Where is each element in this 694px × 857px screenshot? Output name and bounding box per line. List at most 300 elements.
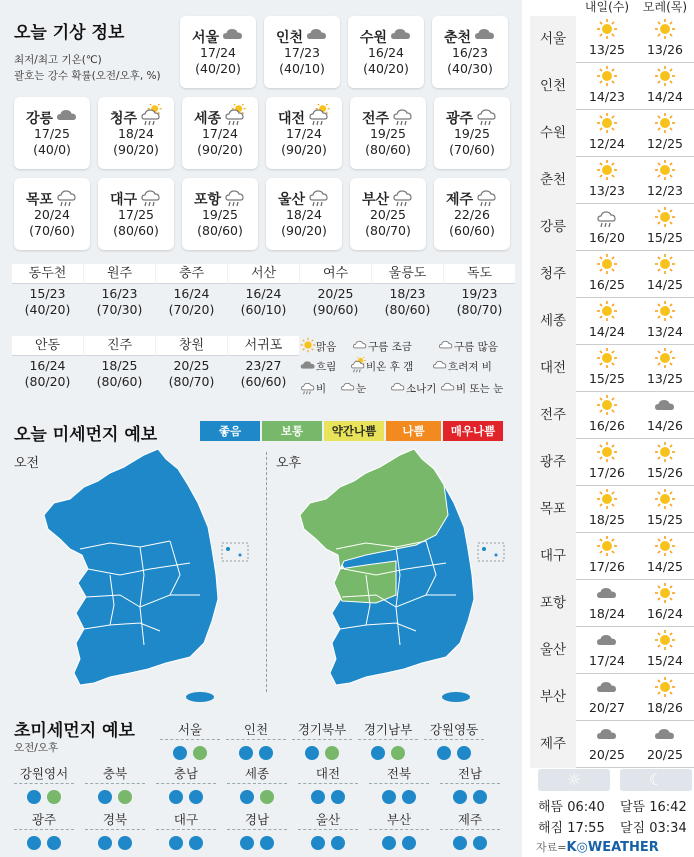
forecast-city: 전주 bbox=[530, 392, 576, 439]
map-pm-label: 오후 bbox=[276, 456, 302, 471]
region-name: 세종 bbox=[227, 764, 287, 784]
pm-legend-4: 매우나쁨 bbox=[443, 421, 503, 441]
city-rain: (80/70) bbox=[456, 302, 503, 317]
city-temp: 20/25 bbox=[173, 358, 210, 373]
pm-level-dot bbox=[260, 836, 274, 850]
ufd-subtitle: 오전/오후 bbox=[14, 742, 59, 754]
forecast-city: 춘천 bbox=[530, 157, 576, 204]
city-card-13 bbox=[266, 178, 342, 250]
am-level-dot bbox=[27, 790, 41, 804]
city-temp: 19/25 bbox=[453, 126, 491, 141]
day1-temp: 14/23 bbox=[588, 89, 626, 104]
city-temp: 16/24 bbox=[173, 286, 210, 301]
cloudy-icon bbox=[578, 582, 636, 606]
city-rain: (80/60) bbox=[96, 374, 143, 389]
cloudy-icon bbox=[636, 394, 694, 418]
pm-level-dot bbox=[118, 790, 132, 804]
day2-temp: 13/24 bbox=[646, 324, 684, 339]
ufd-item bbox=[227, 764, 287, 804]
day2-temp: 15/26 bbox=[646, 465, 684, 480]
forecast-row bbox=[530, 674, 694, 721]
day1-temp: 15/25 bbox=[588, 371, 626, 386]
city-rain: (40/10) bbox=[279, 61, 325, 76]
map-am-label: 오전 bbox=[14, 456, 40, 471]
city-cell-6 bbox=[444, 264, 515, 318]
sun-icon bbox=[636, 676, 694, 700]
am-level-dot bbox=[382, 836, 396, 850]
ufd-item bbox=[160, 720, 220, 760]
city-rain: (70/30) bbox=[96, 302, 143, 317]
forecast-row bbox=[530, 580, 694, 627]
day1-temp: 17/26 bbox=[588, 465, 626, 480]
day2-temp: 15/25 bbox=[646, 230, 684, 245]
forecast-row bbox=[530, 721, 694, 768]
city-name: 세종 bbox=[193, 110, 222, 127]
ufd-item bbox=[14, 764, 74, 804]
legend-item: 구름 조금 bbox=[352, 337, 412, 356]
pm-level-dot bbox=[473, 836, 487, 850]
city-name: 인천 bbox=[275, 29, 304, 46]
city-card-2 bbox=[348, 16, 424, 88]
day2-temp: 14/25 bbox=[646, 559, 684, 574]
ufd-item bbox=[85, 810, 145, 850]
moon-icon: ☾ bbox=[620, 769, 692, 791]
city-card-11 bbox=[98, 178, 174, 250]
city-name: 청주 bbox=[109, 110, 138, 127]
ufd-item bbox=[369, 764, 429, 804]
city-name: 강릉 bbox=[25, 110, 54, 127]
am-level-dot bbox=[453, 790, 467, 804]
city-card-5 bbox=[98, 97, 174, 169]
sun-icon bbox=[578, 347, 636, 371]
sun-icon bbox=[578, 535, 636, 559]
pm-level-dot bbox=[391, 746, 405, 760]
city-name: 안동 bbox=[12, 336, 83, 356]
sun-icon bbox=[578, 394, 636, 418]
city-temp: 20/25 bbox=[317, 286, 354, 301]
city-cell-1 bbox=[84, 264, 155, 318]
day2-temp: 12/25 bbox=[646, 136, 684, 151]
city-temp: 18/24 bbox=[117, 126, 155, 141]
city-temp: 17/24 bbox=[285, 126, 323, 141]
city-temp: 16/23 bbox=[451, 45, 489, 60]
city-rain: (90/20) bbox=[197, 142, 243, 157]
sun-icon bbox=[636, 535, 694, 559]
city-card-7 bbox=[266, 97, 342, 169]
snow-icon bbox=[340, 379, 356, 398]
forecast-city: 인천 bbox=[530, 63, 576, 110]
day1-temp: 16/25 bbox=[588, 277, 626, 292]
forecast-city: 부산 bbox=[530, 674, 576, 721]
am-level-dot bbox=[311, 836, 325, 850]
region-name: 울산 bbox=[298, 810, 358, 830]
city-temp: 20/25 bbox=[369, 207, 407, 222]
sun-icon bbox=[300, 337, 316, 356]
city-name: 여수 bbox=[300, 264, 371, 284]
city-temp: 23/27 bbox=[245, 358, 282, 373]
pm-level-dot bbox=[402, 836, 416, 850]
city-rain: (90/20) bbox=[281, 223, 327, 238]
city-temp: 17/25 bbox=[117, 207, 155, 222]
pm-level-dot bbox=[473, 790, 487, 804]
sun-icon bbox=[636, 488, 694, 512]
city-card-0 bbox=[180, 16, 256, 88]
day1-temp: 16/26 bbox=[588, 418, 626, 433]
day1-header: 내일(수) bbox=[584, 0, 630, 14]
city-name: 울산 bbox=[277, 191, 306, 208]
pm-level-dot bbox=[325, 746, 339, 760]
city-rain: (40/20) bbox=[24, 302, 71, 317]
pm-level-dot bbox=[193, 746, 207, 760]
forecast-city: 광주 bbox=[530, 439, 576, 486]
region-name: 강원영동 bbox=[424, 720, 484, 740]
city-temp: 16/24 bbox=[245, 286, 282, 301]
pm-legend-0: 좋음 bbox=[200, 421, 260, 441]
forecast-city: 울산 bbox=[530, 627, 576, 674]
city-cell-8 bbox=[84, 336, 155, 390]
city-temp: 17/24 bbox=[199, 45, 237, 60]
city-card-12 bbox=[182, 178, 258, 250]
am-level-dot bbox=[173, 746, 187, 760]
ufd-item bbox=[298, 810, 358, 850]
pm-legend-3: 나쁨 bbox=[386, 421, 441, 441]
cloudy-icon bbox=[578, 676, 636, 700]
city-name: 창원 bbox=[156, 336, 227, 356]
forecast-row bbox=[530, 392, 694, 439]
day1-temp: 14/24 bbox=[588, 324, 626, 339]
city-name: 부산 bbox=[361, 191, 390, 208]
subtitle-temp: 최저/최고 기온(℃) bbox=[14, 54, 102, 66]
legend-item: 맑음 bbox=[300, 337, 336, 356]
day2-temp: 15/24 bbox=[646, 653, 684, 668]
sun-icon bbox=[636, 347, 694, 371]
pm-level-dot bbox=[189, 790, 203, 804]
city-rain: (80/60) bbox=[197, 223, 243, 238]
city-cell-10 bbox=[228, 336, 299, 390]
city-temp: 16/24 bbox=[29, 358, 66, 373]
forecast-city: 대전 bbox=[530, 345, 576, 392]
ufd-item bbox=[424, 720, 484, 760]
sunrise-time: 해뜸 06:40 bbox=[538, 800, 605, 815]
city-rain: (40/20) bbox=[363, 61, 409, 76]
city-rain: (90/20) bbox=[113, 142, 159, 157]
ufd-item bbox=[440, 810, 500, 850]
day2-header: 모레(목) bbox=[642, 0, 688, 14]
day1-temp: 17/26 bbox=[588, 559, 626, 574]
legend-item: 비 또는 눈 bbox=[440, 379, 503, 398]
cloudy-icon bbox=[300, 357, 316, 376]
legend-item: 눈 bbox=[340, 379, 366, 398]
city-name: 춘천 bbox=[443, 29, 472, 46]
am-level-dot bbox=[239, 746, 253, 760]
legend-item: 비 bbox=[300, 379, 326, 398]
city-name: 서귀포 bbox=[228, 336, 299, 356]
rain-then-sun-icon bbox=[350, 357, 366, 376]
day1-temp: 20/25 bbox=[588, 747, 626, 762]
rain-icon bbox=[578, 206, 636, 230]
region-name: 대구 bbox=[156, 810, 216, 830]
day1-temp: 16/20 bbox=[588, 230, 626, 245]
ufd-item bbox=[156, 810, 216, 850]
city-temp: 20/24 bbox=[33, 207, 71, 222]
city-temp: 18/23 bbox=[389, 286, 426, 301]
legend-item: 비온 후 갬 bbox=[350, 357, 413, 376]
sun-icon: ☼ bbox=[538, 769, 610, 791]
day2-temp: 15/25 bbox=[646, 512, 684, 527]
forecast-row bbox=[530, 204, 694, 251]
am-level-dot bbox=[311, 790, 325, 804]
region-name: 광주 bbox=[14, 810, 74, 830]
region-name: 서울 bbox=[160, 720, 220, 740]
city-name: 원주 bbox=[84, 264, 155, 284]
city-name: 서산 bbox=[228, 264, 299, 284]
city-rain: (40/20) bbox=[195, 61, 241, 76]
city-temp: 16/24 bbox=[367, 45, 405, 60]
am-level-dot bbox=[371, 746, 385, 760]
page-title: 오늘 기상 정보 bbox=[14, 23, 125, 43]
forecast-row bbox=[530, 298, 694, 345]
ufd-item bbox=[369, 810, 429, 850]
city-temp: 17/25 bbox=[33, 126, 71, 141]
city-card-4 bbox=[14, 97, 90, 169]
city-rain: (60/60) bbox=[240, 374, 287, 389]
city-rain: (90/60) bbox=[312, 302, 359, 317]
am-level-dot bbox=[27, 836, 41, 850]
pm-level-dot bbox=[331, 790, 345, 804]
cloudy-icon bbox=[578, 629, 636, 653]
city-name: 울릉도 bbox=[372, 264, 443, 284]
moonset-time: 달짐 03:34 bbox=[620, 821, 687, 836]
city-name: 대전 bbox=[277, 110, 306, 127]
forecast-city: 청주 bbox=[530, 251, 576, 298]
sun-icon bbox=[578, 488, 636, 512]
forecast-city: 포항 bbox=[530, 580, 576, 627]
city-temp: 22/26 bbox=[453, 207, 491, 222]
city-cell-2 bbox=[156, 264, 227, 318]
forecast-row bbox=[530, 533, 694, 580]
day2-temp: 14/24 bbox=[646, 89, 684, 104]
sun-icon bbox=[636, 582, 694, 606]
pm-level-dot bbox=[47, 790, 61, 804]
forecast-row bbox=[530, 345, 694, 392]
day2-temp: 13/26 bbox=[646, 42, 684, 57]
am-level-dot bbox=[437, 746, 451, 760]
region-name: 대전 bbox=[298, 764, 358, 784]
pm-title: 오늘 미세먼지 예보 bbox=[14, 425, 158, 445]
ufd-item bbox=[298, 764, 358, 804]
sun-icon bbox=[578, 18, 636, 42]
sun-icon bbox=[636, 18, 694, 42]
city-rain: (40/0) bbox=[33, 142, 71, 157]
city-name: 목포 bbox=[25, 191, 54, 208]
sun-icon bbox=[636, 206, 694, 230]
forecast-row bbox=[530, 439, 694, 486]
forecast-row bbox=[530, 16, 694, 63]
day1-temp: 13/25 bbox=[588, 42, 626, 57]
city-name: 제주 bbox=[445, 191, 474, 208]
pm-level-dot bbox=[260, 790, 274, 804]
city-name: 전주 bbox=[361, 110, 390, 127]
city-rain: (80/60) bbox=[365, 142, 411, 157]
city-name: 수원 bbox=[359, 29, 388, 46]
legend-item: 소나기 bbox=[390, 379, 436, 398]
pm-legend-2: 약간나쁨 bbox=[324, 421, 384, 441]
day1-temp: 18/24 bbox=[588, 606, 626, 621]
am-level-dot bbox=[240, 836, 254, 850]
region-name: 전북 bbox=[369, 764, 429, 784]
cloudy-icon bbox=[636, 723, 694, 747]
day1-temp: 13/23 bbox=[588, 183, 626, 198]
legend-item: 흐림 bbox=[300, 357, 336, 376]
region-name: 부산 bbox=[369, 810, 429, 830]
pm-level-dot bbox=[118, 836, 132, 850]
region-name: 충북 bbox=[85, 764, 145, 784]
city-rain: (80/70) bbox=[168, 374, 215, 389]
partly-cloudy-icon bbox=[352, 337, 368, 356]
pm-level-dot bbox=[457, 746, 471, 760]
city-temp: 18/24 bbox=[285, 207, 323, 222]
pm-level-dot bbox=[189, 836, 203, 850]
day2-temp: 18/26 bbox=[646, 700, 684, 715]
map-divider bbox=[266, 452, 267, 692]
city-cell-5 bbox=[372, 264, 443, 318]
sun-icon bbox=[578, 300, 636, 324]
ufd-item bbox=[85, 764, 145, 804]
day2-temp: 12/23 bbox=[646, 183, 684, 198]
city-name: 광주 bbox=[445, 110, 474, 127]
city-name: 포항 bbox=[193, 191, 222, 208]
city-cell-9 bbox=[156, 336, 227, 390]
day1-temp: 17/24 bbox=[588, 653, 626, 668]
am-level-dot bbox=[98, 836, 112, 850]
forecast-city: 서울 bbox=[530, 16, 576, 63]
pm-legend-1: 보통 bbox=[262, 421, 322, 441]
korea-map-pm bbox=[296, 445, 516, 710]
sun-icon bbox=[578, 253, 636, 277]
city-rain: (90/20) bbox=[281, 142, 327, 157]
ufd-item bbox=[358, 720, 418, 760]
city-card-14 bbox=[350, 178, 426, 250]
am-level-dot bbox=[240, 790, 254, 804]
subtitle-rain: 괄호는 강수 확률(오전/오후, %) bbox=[14, 70, 161, 82]
forecast-row bbox=[530, 251, 694, 298]
city-cell-3 bbox=[228, 264, 299, 318]
ufd-item bbox=[292, 720, 352, 760]
city-name: 대구 bbox=[109, 191, 138, 208]
region-name: 인천 bbox=[226, 720, 286, 740]
day1-temp: 12/24 bbox=[588, 136, 626, 151]
am-level-dot bbox=[169, 836, 183, 850]
sun-icon bbox=[636, 112, 694, 136]
day2-temp: 16/24 bbox=[646, 606, 684, 621]
city-rain: (60/60) bbox=[449, 223, 495, 238]
rain-or-snow-icon bbox=[440, 379, 456, 398]
forecast-row bbox=[530, 157, 694, 204]
city-name: 진주 bbox=[84, 336, 155, 356]
city-temp: 17/24 bbox=[201, 126, 239, 141]
kweather-logo: K◎WEATHER bbox=[566, 840, 659, 855]
sun-icon bbox=[636, 65, 694, 89]
region-name: 강원영서 bbox=[14, 764, 74, 784]
region-name: 경기북부 bbox=[292, 720, 352, 740]
city-cell-4 bbox=[300, 264, 371, 318]
forecast-city: 목포 bbox=[530, 486, 576, 533]
region-name: 경북 bbox=[85, 810, 145, 830]
city-name: 충주 bbox=[156, 264, 227, 284]
city-rain: (70/20) bbox=[168, 302, 215, 317]
ufd-item bbox=[156, 764, 216, 804]
city-temp: 17/23 bbox=[283, 45, 321, 60]
city-temp: 15/23 bbox=[29, 286, 66, 301]
ufd-item bbox=[227, 810, 287, 850]
sun-icon bbox=[636, 253, 694, 277]
legend-item: 흐려져 비 bbox=[432, 357, 492, 376]
sun-icon bbox=[636, 441, 694, 465]
forecast-city: 제주 bbox=[530, 721, 576, 768]
day1-temp: 20/27 bbox=[588, 700, 626, 715]
sunset-time: 해짐 17:55 bbox=[538, 821, 605, 836]
city-rain: (40/30) bbox=[447, 61, 493, 76]
forecast-city: 강릉 bbox=[530, 204, 576, 251]
ufd-title: 초미세먼지 예보 bbox=[14, 721, 135, 741]
city-card-6 bbox=[182, 97, 258, 169]
city-temp: 16/23 bbox=[101, 286, 138, 301]
sun-icon bbox=[636, 629, 694, 653]
am-level-dot bbox=[305, 746, 319, 760]
city-temp: 19/25 bbox=[201, 207, 239, 222]
day1-temp: 18/25 bbox=[588, 512, 626, 527]
city-rain: (80/20) bbox=[24, 374, 71, 389]
pm-level-dot bbox=[402, 790, 416, 804]
ufd-item bbox=[226, 720, 286, 760]
city-rain: (80/60) bbox=[113, 223, 159, 238]
forecast-city: 대구 bbox=[530, 533, 576, 580]
sun-icon bbox=[578, 159, 636, 183]
city-cell-0 bbox=[12, 264, 83, 318]
sun-icon bbox=[578, 112, 636, 136]
rain-icon bbox=[300, 379, 316, 398]
city-temp: 19/25 bbox=[369, 126, 407, 141]
pm-level-dot bbox=[259, 746, 273, 760]
city-card-15 bbox=[434, 178, 510, 250]
am-level-dot bbox=[453, 836, 467, 850]
city-cell-7 bbox=[12, 336, 83, 390]
forecast-city: 수원 bbox=[530, 110, 576, 157]
am-level-dot bbox=[382, 790, 396, 804]
city-rain: (70/60) bbox=[449, 142, 495, 157]
region-name: 경남 bbox=[227, 810, 287, 830]
ufd-item bbox=[14, 810, 74, 850]
city-card-10 bbox=[14, 178, 90, 250]
city-rain: (80/70) bbox=[365, 223, 411, 238]
region-name: 전남 bbox=[440, 764, 500, 784]
forecast-row bbox=[530, 486, 694, 533]
city-card-3 bbox=[432, 16, 508, 88]
forecast-row bbox=[530, 110, 694, 157]
shower-icon bbox=[390, 379, 406, 398]
moonrise-time: 달뜸 16:42 bbox=[620, 800, 687, 815]
clearing-rain-icon bbox=[432, 357, 448, 376]
pm-level-dot bbox=[47, 836, 61, 850]
mostly-cloudy-icon bbox=[438, 337, 454, 356]
sun-icon bbox=[636, 159, 694, 183]
city-rain: (60/10) bbox=[240, 302, 287, 317]
day2-temp: 13/25 bbox=[646, 371, 684, 386]
city-temp: 18/25 bbox=[101, 358, 138, 373]
sun-icon bbox=[578, 65, 636, 89]
day2-temp: 14/26 bbox=[646, 418, 684, 433]
city-card-1 bbox=[264, 16, 340, 88]
